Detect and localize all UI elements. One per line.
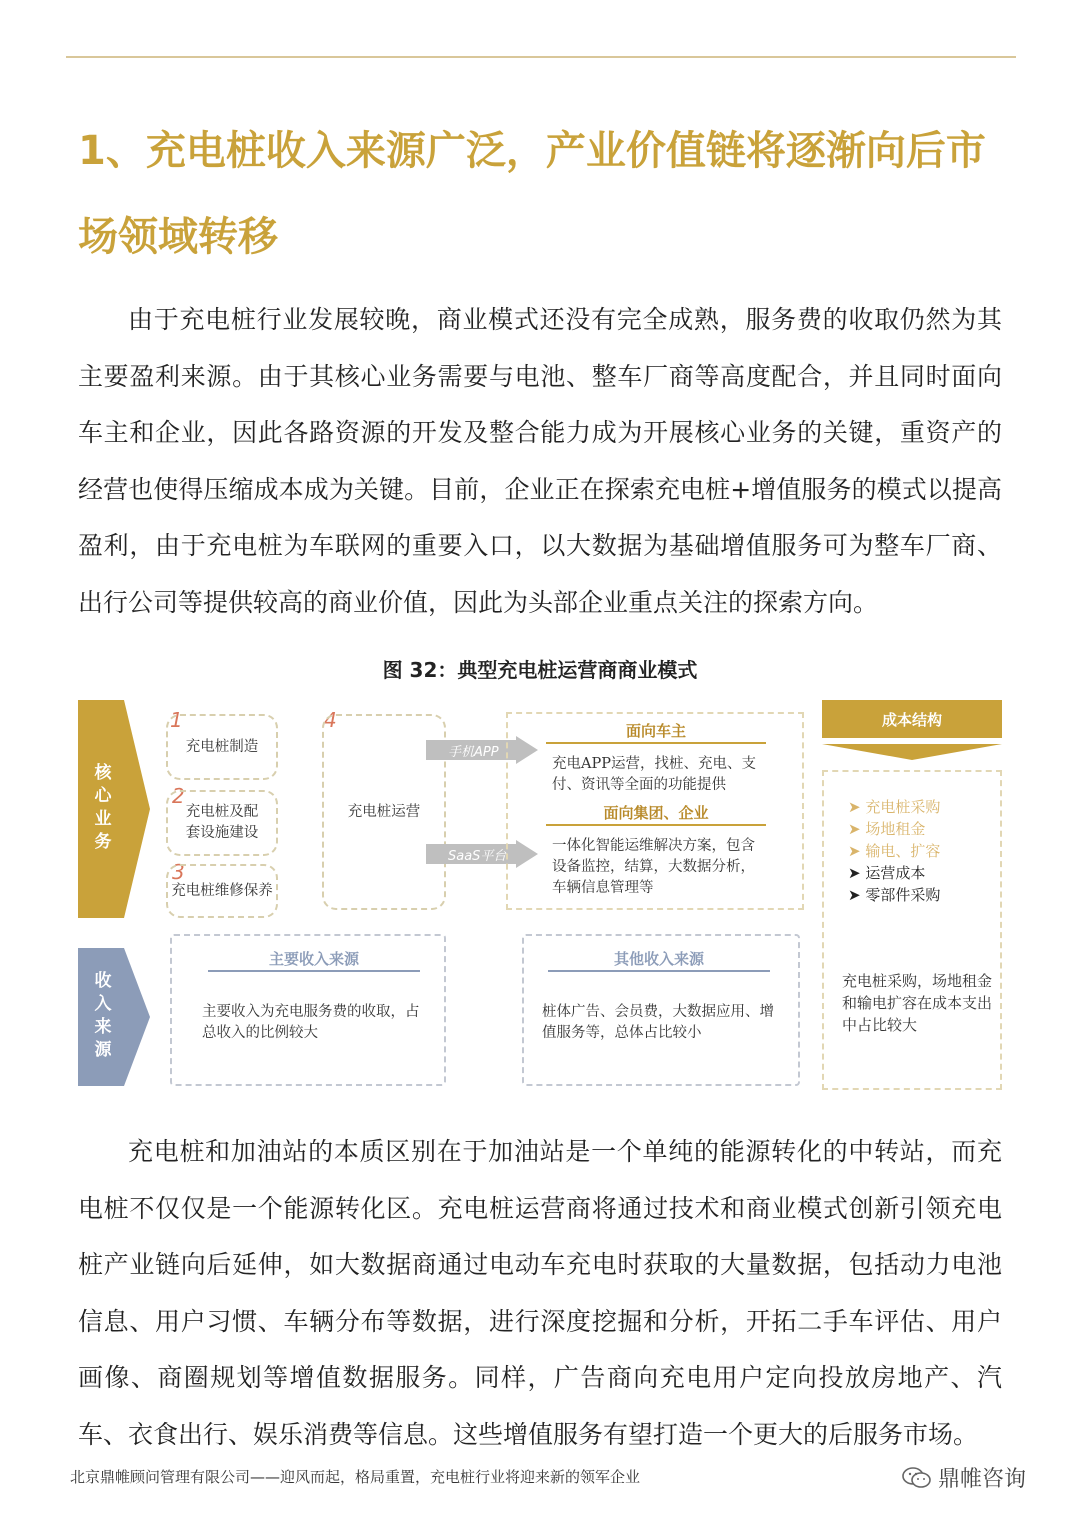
cost-heading: 成本结构 [881,710,942,729]
cost-item: ➤ 运营成本 [848,864,926,882]
cost-item: ➤ 输电、扩容 [848,842,941,860]
other-income-heading: 其他收入来源 [613,950,704,968]
item-box-construction [166,790,278,856]
item-number: 3 [172,860,185,884]
main-income-text: 主要收入为充电服务费的收取，占总收入的比例较大 [202,1004,420,1041]
figure-caption: 图 32：典型充电桩运营商商业模式 [382,658,698,682]
app-arrow-label: 手机APP [448,744,499,760]
main-income-heading: 主要收入来源 [268,950,359,968]
cost-item: ➤ 场地租金 [848,820,926,838]
item-text: 充电桩运营 [347,803,421,820]
group-heading: 面向集团、企业 [603,804,709,822]
watermark-text: 鼎帷咨询 [938,1467,1027,1492]
bullet-arrow-icon: ➤ [848,820,866,838]
group-text: 一体化智能运维解决方案，包含设备监控，结算，大数据分析，车辆信息管理等 [552,838,755,896]
other-income-text: 桩体广告、会员费，大数据应用、增值服务等，总体占比较小 [542,1004,774,1041]
section-heading: 1、充电桩收入来源广泛，产业价值链将逐渐向后市场领域转移 [78,128,986,260]
item-box-maintenance [166,864,278,918]
group-heading-rule [546,824,766,826]
wechat-icon [902,1466,932,1490]
paragraph-1: 由于充电桩行业发展较晚，商业模式还没有完全成熟，服务费的收取仍然为其主要盈利来源。由于其核心业务需要与电池、整车厂商等高度配合，并且同时面向车主和企业，因此各路资源的开发及整合能力成为开展核心业务的关键，重资产的经营也使得压缩成本成为关键。目前，企业正在探索充电桩+增值服务的模式以提高盈利，由于充电桩为车联网的重要入口，以大数据为基础增值服务可为整车厂商、出行公司等提供较高的商业价值，因此为头部企业重点关注的探索方向。 [78,305,1002,617]
item-text: 充电桩及配套设施建设 [185,804,259,841]
saas-arrow-label: SaaS平台 [448,848,507,864]
income-arrow-icon [124,948,150,1086]
cost-item: ➤ 充电桩采购 [848,798,941,816]
core-business-label: 核心业务 [90,763,111,855]
cost-text: 充电桩采购，场地租金和输电扩容在成本支出中占比较大 [842,972,993,1034]
bullet-arrow-icon: ➤ [848,864,866,882]
watermark [902,1462,1026,1493]
other-income-rule [548,970,770,972]
page-footer: 北京鼎帷顾问管理有限公司——迎风而起，格局重置，充电桩行业将迎来新的领军企业 [70,1468,641,1486]
top-divider [66,56,1016,58]
owner-heading-rule [546,742,766,744]
cost-item: ➤ 零部件采购 [848,886,941,904]
paragraph-2: 充电桩和加油站的本质区别在于加油站是一个单纯的能源转化的中转站，而充电桩不仅仅是一个能源转化区。充电桩运营商将通过技术和商业模式创新引领充电桩产业链向后延伸，如大数据商通过电动车充电时获取的大量数据，包括动力电池信息、用户习惯、车辆分布等数据，进行深度挖掘和分析，开拓二手车评估、用户画像、商圈规划等增值数据服务。同样，广告商向充电用户定向投放房地产、汽车、衣食出行、娱乐消费等信息。这些增值服务有望打造一个更大的后服务市场。 [78,1137,1002,1449]
item-text: 充电桩维修保养 [171,882,273,899]
bullet-arrow-icon: ➤ [848,886,866,904]
core-arrow-icon [124,700,150,918]
bullet-arrow-icon: ➤ [848,798,866,816]
bullet-arrow-icon: ➤ [848,842,866,860]
item-text: 充电桩制造 [185,738,259,755]
main-income-rule [208,970,420,972]
business-model-diagram [78,698,1002,1090]
item-number: 2 [172,784,185,808]
cost-down-arrow-icon [822,744,1002,760]
item-number: 4 [324,708,337,732]
cost-list [848,796,998,906]
cost-header [822,700,1002,738]
owner-heading: 面向车主 [625,722,686,740]
owner-text: 充电APP运营，找桩、充电、支付、资讯等全面的功能提供 [552,756,756,793]
income-label: 收入来源 [90,971,111,1063]
item-number: 1 [170,708,183,732]
item-box-manufacturing [166,714,278,780]
